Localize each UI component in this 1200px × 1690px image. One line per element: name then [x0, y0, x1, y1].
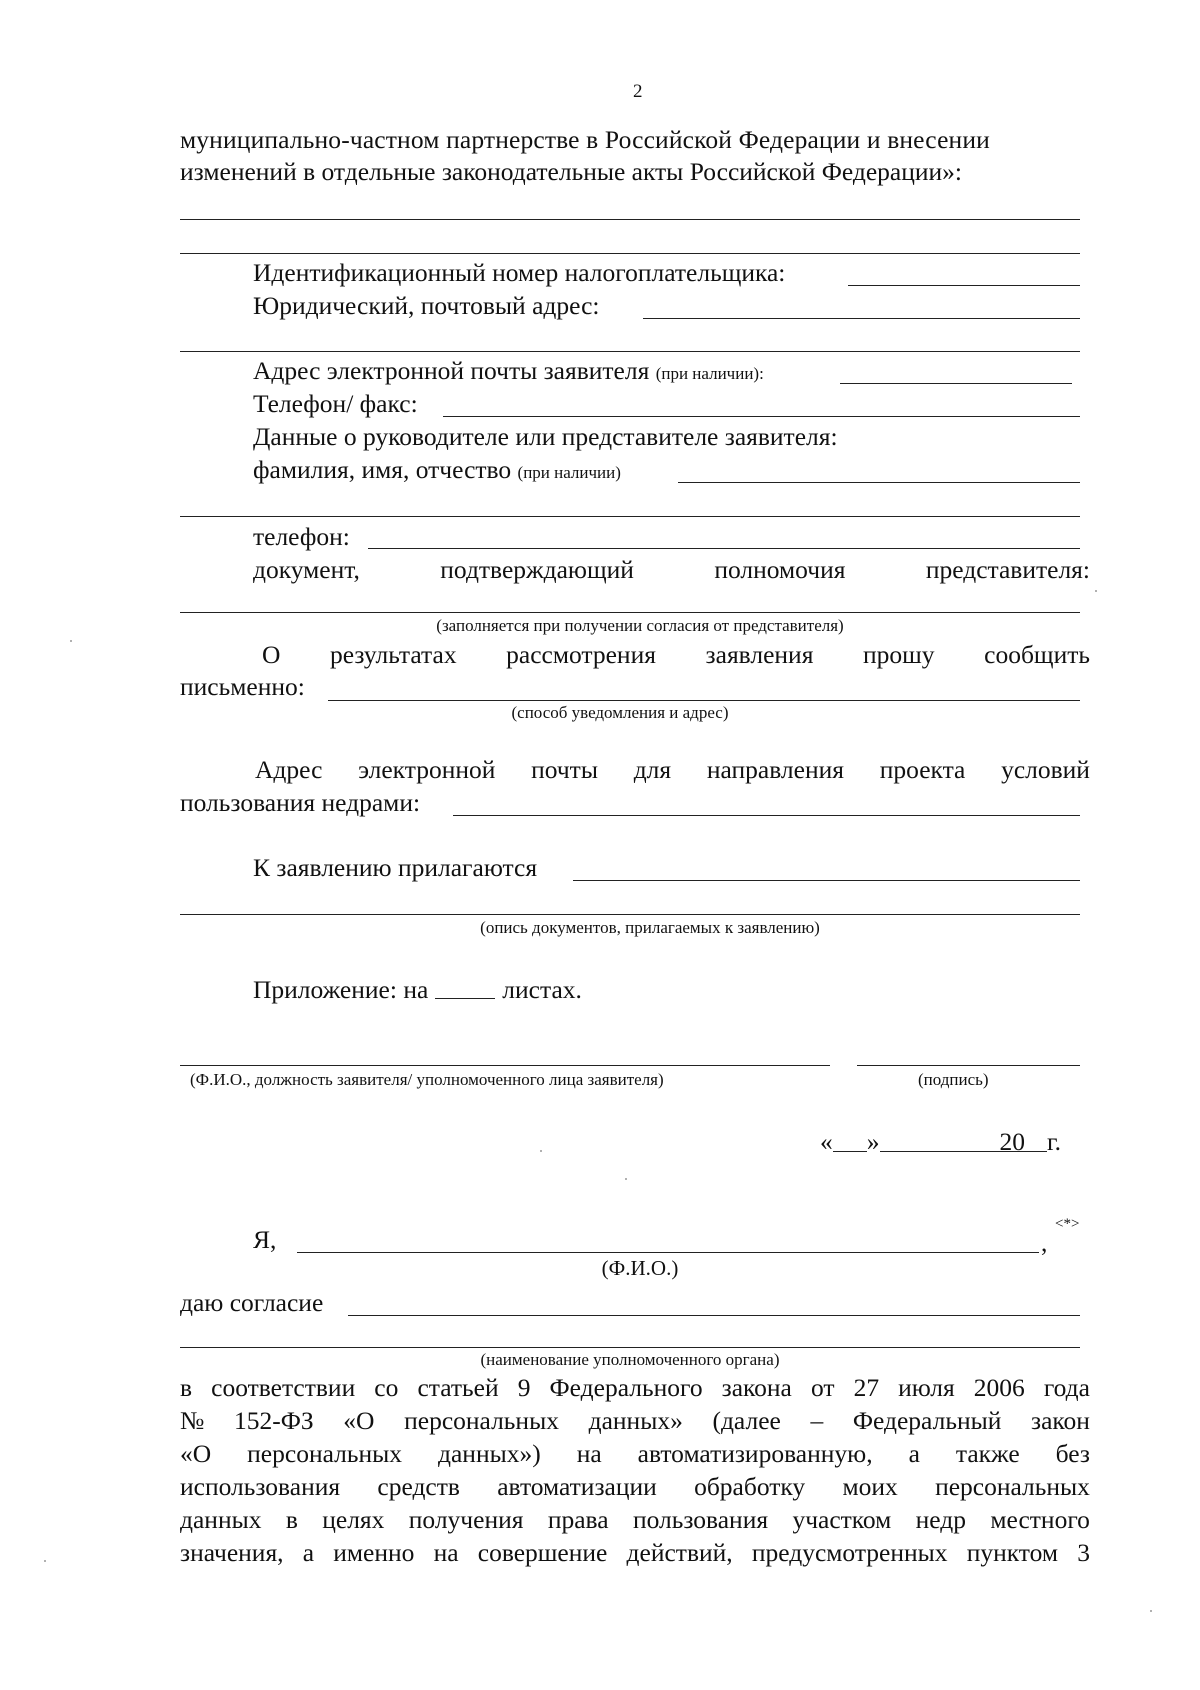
- blank-line: [180, 351, 1080, 352]
- scan-speck: [1095, 590, 1097, 592]
- signatory-fio-caption: (Ф.И.О., должность заявителя/ уполномоченного лица заявителя): [190, 1070, 664, 1089]
- word: прошу: [863, 640, 935, 669]
- consent-footnote-mark: <*>: [1055, 1216, 1080, 1232]
- attachments-field-2[interactable]: [180, 914, 1080, 915]
- word: персональных: [935, 1472, 1090, 1501]
- consent-text-line: [180, 1505, 1090, 1535]
- signature-caption: (подпись): [918, 1070, 989, 1089]
- notification-caption: (способ уведомления и адрес): [511, 703, 729, 722]
- word: данных»): [438, 1439, 541, 1468]
- word: пользования: [632, 1505, 769, 1534]
- date-month-field[interactable]: [880, 1127, 1000, 1152]
- word: 9: [517, 1373, 531, 1402]
- word: без: [1055, 1439, 1090, 1468]
- appendix-pre: Приложение: на: [253, 975, 429, 1004]
- consent-text-line: [180, 1439, 1090, 1469]
- word: недр: [915, 1505, 967, 1534]
- word: целях: [322, 1505, 385, 1534]
- word: –: [810, 1406, 824, 1435]
- email-field[interactable]: [840, 383, 1072, 384]
- signatory-fio-field[interactable]: [180, 1065, 830, 1066]
- word: значения,: [180, 1538, 284, 1567]
- word: на: [576, 1439, 602, 1468]
- word: персональных: [404, 1406, 559, 1435]
- phone-field[interactable]: [368, 548, 1080, 549]
- word: соответствии: [211, 1373, 356, 1402]
- scan-speck: [70, 640, 72, 642]
- date-year-field[interactable]: [1025, 1127, 1047, 1152]
- word: предусмотренных: [751, 1538, 948, 1567]
- attachments-label: К заявлению прилагаются: [253, 853, 538, 882]
- result-line-1: [262, 640, 1090, 670]
- blank-line: [180, 516, 1080, 517]
- word: статьей: [417, 1373, 499, 1402]
- date-day-field[interactable]: [833, 1127, 867, 1152]
- doc-authority-caption: (заполняется при получении согласия от представителя): [436, 616, 844, 635]
- consent-comma: ,: [1041, 1228, 1048, 1257]
- email-project-line-2: пользования недрами:: [180, 788, 421, 817]
- word: «О: [180, 1439, 212, 1468]
- head-label: Данные о руководителе или представителе заявителя:: [253, 422, 838, 451]
- consent-text-line: [180, 1406, 1090, 1436]
- word: именно: [333, 1538, 415, 1567]
- word: Федеральный: [852, 1406, 1002, 1435]
- scan-speck: [1150, 1610, 1152, 1612]
- blank-line: [180, 253, 1080, 254]
- word: в: [180, 1373, 193, 1402]
- inn-label: Идентификационный номер налогоплательщика:: [253, 258, 786, 287]
- word: 2006: [973, 1373, 1025, 1402]
- phone-fax-label: Телефон/ факс:: [253, 389, 418, 418]
- word: со: [374, 1373, 399, 1402]
- word: данных: [180, 1505, 262, 1534]
- word: документ,: [253, 555, 360, 584]
- consent-text-line: [180, 1373, 1090, 1403]
- address-label: Юридический, почтовый адрес:: [253, 291, 600, 320]
- email-label: [253, 356, 764, 389]
- consent-text-line: [180, 1538, 1090, 1568]
- word: рассмотрения: [506, 640, 656, 669]
- phone-label: телефон:: [253, 522, 350, 551]
- word: заявления: [705, 640, 814, 669]
- word: автоматизированную,: [637, 1439, 873, 1468]
- date-line: [820, 1127, 1061, 1157]
- scan-speck: [44, 1560, 46, 1562]
- word: использования: [180, 1472, 341, 1501]
- appendix-post: листах.: [502, 975, 582, 1004]
- appendix-line: [253, 975, 582, 1005]
- word: автоматизации: [497, 1472, 657, 1501]
- email-label-text: Адрес электронной почты заявителя: [253, 356, 650, 385]
- doc-authority-line: [253, 555, 1090, 585]
- word: получения: [408, 1505, 524, 1534]
- word: направления: [706, 755, 844, 784]
- word: в: [285, 1505, 298, 1534]
- word: 152-ФЗ: [233, 1406, 314, 1435]
- word: результатах: [330, 640, 457, 669]
- word: условий: [1001, 755, 1090, 784]
- word: проекта: [879, 755, 966, 784]
- word: (далее: [712, 1406, 781, 1435]
- scan-speck: [625, 1178, 627, 1180]
- word: полномочия: [714, 555, 846, 584]
- page-number: 2: [633, 81, 643, 102]
- word: закон: [1031, 1406, 1090, 1435]
- word: представителя:: [925, 555, 1090, 584]
- word: средств: [377, 1472, 460, 1501]
- word: сообщить: [984, 640, 1090, 669]
- consent-org-field[interactable]: [348, 1315, 1080, 1316]
- word: закона: [721, 1373, 792, 1402]
- word: права: [547, 1505, 609, 1534]
- consent-fio-field[interactable]: [297, 1252, 1039, 1253]
- if-any-note-2: (при наличии): [517, 463, 621, 482]
- word: пунктом: [966, 1538, 1059, 1567]
- word: совершение: [477, 1538, 608, 1567]
- consent-ya: Я,: [253, 1225, 277, 1254]
- word: Адрес: [255, 755, 323, 784]
- notification-field[interactable]: [328, 700, 1080, 701]
- phone-fax-field[interactable]: [443, 416, 1080, 417]
- signature-field[interactable]: [857, 1065, 1080, 1066]
- word: персональных: [247, 1439, 403, 1468]
- date-year-suffix: г.: [1047, 1127, 1061, 1156]
- word: от: [810, 1373, 835, 1402]
- scan-speck: [540, 1150, 542, 1152]
- word: 3: [1077, 1538, 1090, 1567]
- date-close-quote: »: [866, 1127, 880, 1156]
- word: подтверждающий: [440, 555, 634, 584]
- word: данных»: [588, 1406, 683, 1435]
- if-any-note: (при наличии):: [655, 364, 764, 383]
- consent-org-caption: (наименование уполномоченного органа): [480, 1350, 780, 1369]
- consent-text-line: [180, 1472, 1090, 1502]
- word: июля: [898, 1373, 955, 1402]
- fio-label: [253, 455, 621, 488]
- word: моих: [842, 1472, 898, 1501]
- word: года: [1043, 1373, 1090, 1402]
- date-year-prefix: 20: [999, 1127, 1025, 1156]
- email-project-field[interactable]: [453, 815, 1080, 816]
- appendix-pages-field[interactable]: [435, 975, 495, 999]
- intro-line-2: изменений в отдельные законодательные акты Российской Федерации»:: [180, 157, 962, 186]
- word: местного: [990, 1505, 1090, 1534]
- word: а: [302, 1538, 315, 1567]
- fio-field[interactable]: [678, 482, 1080, 483]
- word: 27: [853, 1373, 880, 1402]
- word: «О: [343, 1406, 375, 1435]
- word: электронной: [358, 755, 496, 784]
- word: также: [955, 1439, 1020, 1468]
- word: участком: [792, 1505, 892, 1534]
- inn-field[interactable]: [848, 285, 1080, 286]
- consent-org-field-2[interactable]: [180, 1347, 1080, 1348]
- result-line-2: письменно:: [180, 672, 305, 701]
- word: почты: [531, 755, 598, 784]
- doc-authority-field[interactable]: [180, 612, 1080, 613]
- word: обработку: [694, 1472, 806, 1501]
- word: для: [633, 755, 672, 784]
- email-project-line-1: [255, 755, 1090, 785]
- word: а: [908, 1439, 920, 1468]
- word: О: [262, 640, 281, 669]
- blank-line: [180, 219, 1080, 220]
- fio-label-text: фамилия, имя, отчество: [253, 455, 512, 484]
- consent-fio-caption: (Ф.И.О.): [601, 1256, 679, 1280]
- date-open-quote: «: [820, 1127, 833, 1156]
- address-field[interactable]: [643, 318, 1080, 319]
- word: №: [180, 1406, 205, 1435]
- word: Федерального: [549, 1373, 703, 1402]
- word: действий,: [626, 1538, 733, 1567]
- intro-line-1: муниципально-частном партнерстве в Российской Федерации и внесении: [180, 125, 990, 154]
- give-consent-label: даю согласие: [180, 1288, 324, 1317]
- attachments-caption: (опись документов, прилагаемых к заявлению): [480, 918, 820, 937]
- attachments-field[interactable]: [573, 880, 1080, 881]
- word: на: [433, 1538, 459, 1567]
